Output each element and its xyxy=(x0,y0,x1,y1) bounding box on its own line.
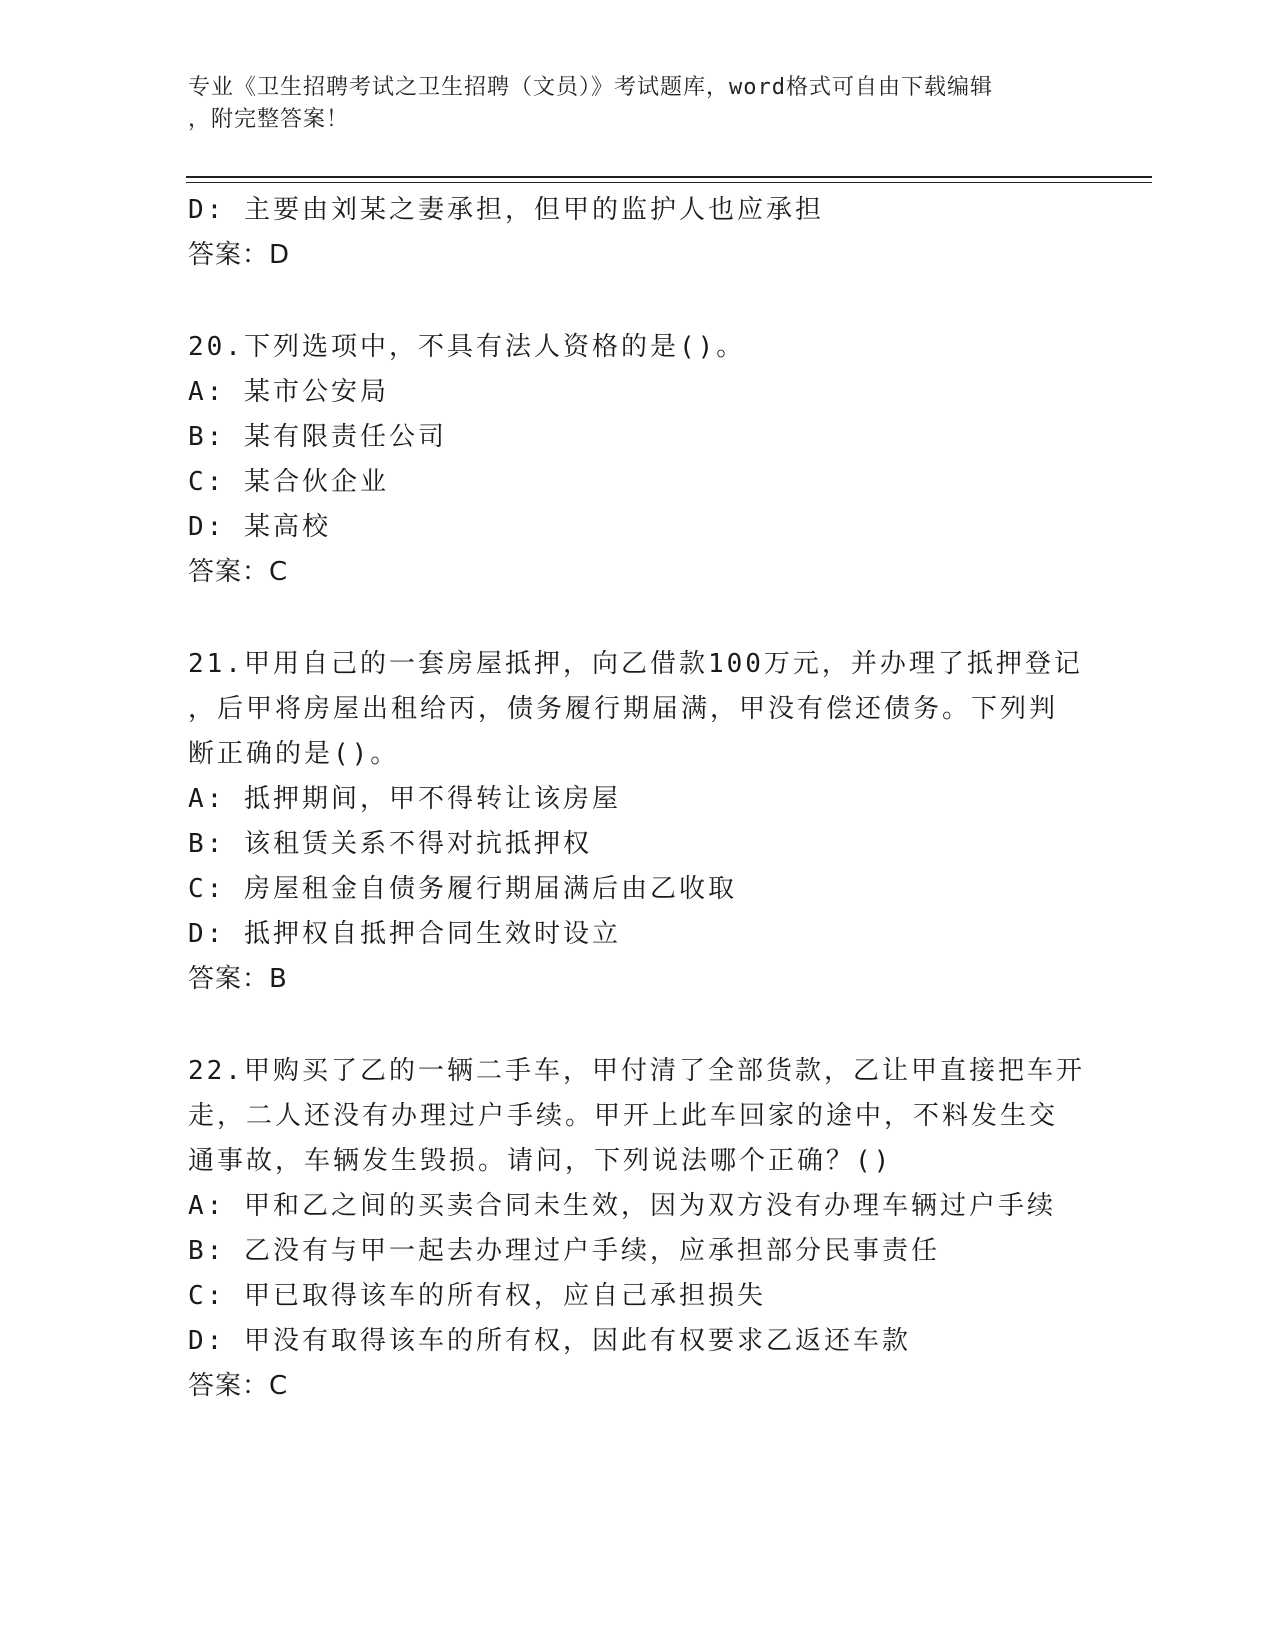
question-22 xyxy=(188,1049,1088,1409)
question-stem-line-1: 22.甲购买了乙的一辆二手车，甲付清了全部货款，乙让甲直接把车开 xyxy=(188,1056,1085,1086)
option-d: D: 某高校 xyxy=(188,512,331,542)
option-d: D: 甲没有取得该车的所有权，因此有权要求乙返还车款 xyxy=(188,1326,911,1356)
option-c: C: 房屋租金自债务履行期届满后由乙收取 xyxy=(188,874,737,904)
spacer xyxy=(188,595,1088,642)
question-20 xyxy=(188,325,1088,595)
spacer xyxy=(188,278,1088,325)
option-a: A: 甲和乙之间的买卖合同未生效，因为双方没有办理车辆过户手续 xyxy=(188,1191,1056,1221)
option-d: D: 抵押权自抵押合同生效时设立 xyxy=(188,919,621,949)
question-list xyxy=(188,188,1088,1409)
option-a: A: 某市公安局 xyxy=(188,377,389,407)
question-stem: 20.下列选项中，不具有法人资格的是()。 xyxy=(188,332,746,362)
answer: 答案：C xyxy=(188,557,289,587)
spacer xyxy=(188,1002,1088,1049)
header-line-2: ，附完整答案！ xyxy=(188,107,350,132)
option-b: B: 乙没有与甲一起去办理过户手续，应承担部分民事责任 xyxy=(188,1236,940,1266)
prev-answer: 答案：D xyxy=(188,240,291,270)
header-line-1: 专业《卫生招聘考试之卫生招聘（文员）》考试题库，word格式可自由下载编辑 xyxy=(188,75,993,100)
option-a: A: 抵押期间，甲不得转让该房屋 xyxy=(188,784,621,814)
header-divider-thick xyxy=(186,176,1152,178)
question-stem-line-3: 断正确的是()。 xyxy=(188,739,400,769)
answer: 答案：C xyxy=(188,1371,289,1401)
document-header xyxy=(188,72,1088,136)
question-stem-line-1: 21.甲用自己的一套房屋抵押，向乙借款100万元，并办理了抵押登记 xyxy=(188,649,1083,679)
option-b: B: 某有限责任公司 xyxy=(188,422,447,452)
header-divider-thin xyxy=(186,182,1152,183)
answer: 答案：B xyxy=(188,964,288,994)
prev-option-d: D: 主要由刘某之妻承担，但甲的监护人也应承担 xyxy=(188,195,824,225)
question-stem-line-2: 走，二人还没有办理过户手续。甲开上此车回家的途中，不料发生交 xyxy=(188,1101,1059,1131)
question-21 xyxy=(188,642,1088,1002)
question-stem-line-2: ，后甲将房屋出租给丙，债务履行期届满，甲没有偿还债务。下列判 xyxy=(188,694,1059,724)
option-b: B: 该租赁关系不得对抗抵押权 xyxy=(188,829,592,859)
option-c: C: 甲已取得该车的所有权，应自己承担损失 xyxy=(188,1281,766,1311)
option-c: C: 某合伙企业 xyxy=(188,467,389,497)
question-stem-line-3: 通事故，车辆发生毁损。请问，下列说法哪个正确？() xyxy=(188,1146,893,1176)
